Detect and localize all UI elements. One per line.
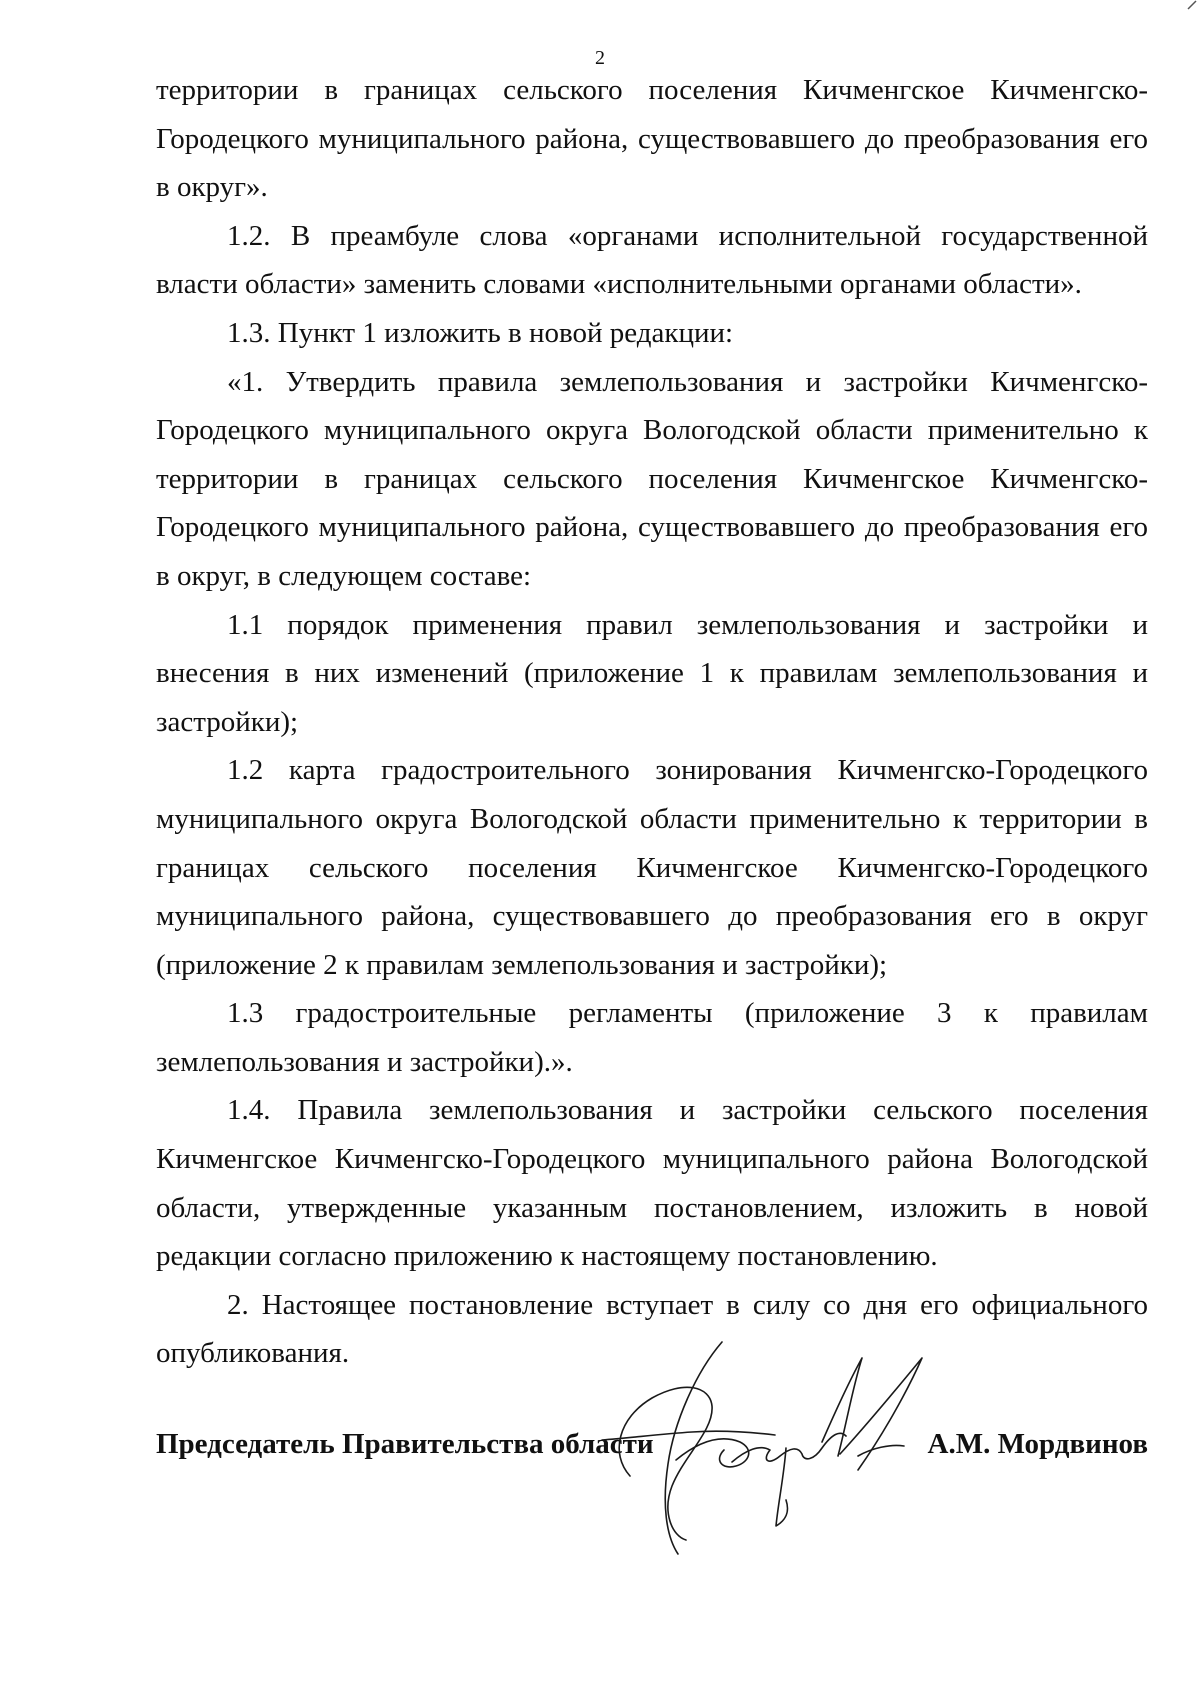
- paragraph-1-3: 1.3. Пункт 1 изложить в новой редакции:: [227, 316, 734, 349]
- paragraph-sub-1-3: 1.3 градостроительные регламенты (приложение 3 к правилам землепользования и застройки).».: [156, 997, 1148, 1078]
- signatory-name: А.М. Мордвинов: [927, 1428, 1148, 1460]
- paragraph-1-4: 1.4. Правила землепользования и застройки сельского поселения Кичменгское Кичменгско-Городецкого муниципального района Вологодской области, утвержденные указанным постановлением, изложить в новой редакции согласно приложению к настоящему постановлению.: [156, 1094, 1148, 1273]
- document-body: [156, 66, 1148, 1378]
- paragraph-sub-1-2: 1.2 карта градостроительного зонирования Кичменгско-Городецкого муниципального округа Вологодской области применительно к территории в границах сельского поселения Кичменгское Кичменгско-Городецкого муниципального района, существовавшего до преобразования его в округ (приложение 2 к правилам землепользования и застройки);: [156, 754, 1148, 981]
- scan-corner-mark: [1186, 0, 1200, 10]
- paragraph-2: 2. Настоящее постановление вступает в силу со дня его официального опубликования.: [156, 1288, 1148, 1370]
- paragraph-new-item-1: «1. Утвердить правила землепользования и застройки Кичменгско-Городецкого муниципального округа Вологодской области применительно к территории в границах сельского поселения Кичменгское Кичменгско-Городецкого муниципального района, существовавшего до преобразования его в округ, в следующем составе:: [156, 365, 1148, 592]
- signatory-position: Председатель Правительства области: [156, 1428, 654, 1460]
- paragraph-1-2: 1.2. В преамбуле слова «органами исполнительной государственной власти области» заменить словами «исполнительными органами области».: [156, 219, 1148, 301]
- paragraph-continuation: территории в границах сельского поселения Кичменгское Кичменгско-Городецкого муниципального района, существовавшего до преобразования его в округ».: [156, 74, 1148, 204]
- paragraph-sub-1-1: 1.1 порядок применения правил землепользования и застройки и внесения в них изменений (приложение 1 к правилам землепользования и застройки);: [156, 608, 1148, 738]
- page-number: 2: [595, 47, 605, 69]
- handwritten-signature: [600, 1336, 940, 1566]
